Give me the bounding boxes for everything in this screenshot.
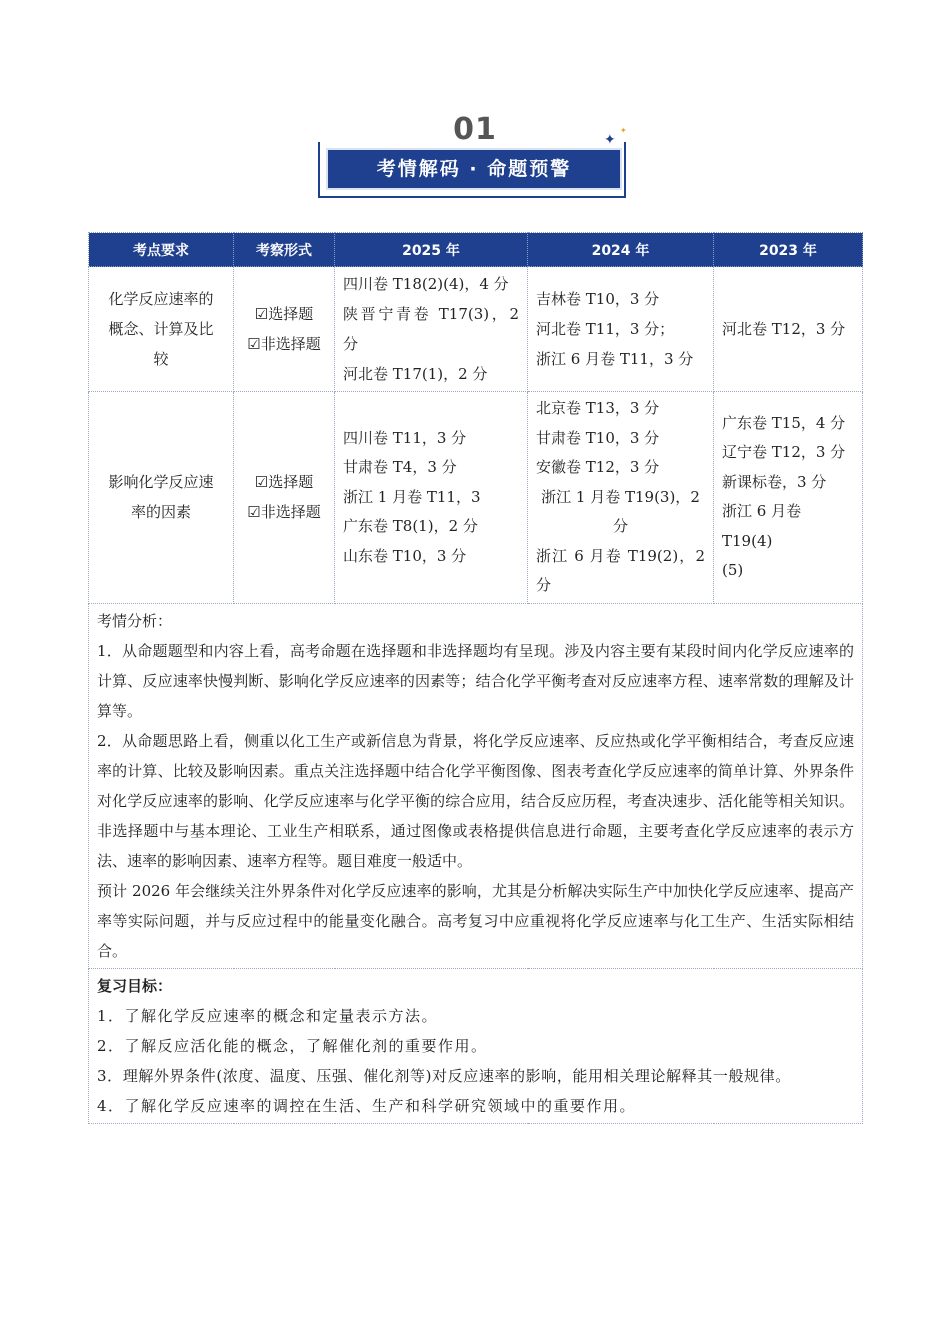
exam-entry: 分 <box>343 335 359 353</box>
exam-entry: 河北卷 T11，3 分； <box>536 320 675 338</box>
form-cell <box>234 267 335 392</box>
requirement-cell <box>89 392 234 604</box>
year-2024-cell <box>528 392 714 604</box>
analysis-paragraph-3: 预计 2026 年会继续关注外界条件对化学反应速率的影响，尤其是分析解决实际生产中加快化学反应速率、提高产率等实际问题，并与反应过程中的能量变化融合。高考复习中应重视将化学反应速率与化工生产、生活实际相结合。 <box>97 881 854 960</box>
exam-entry: 新课标卷，3 分 <box>722 472 827 491</box>
exam-entry: 北京卷 T13，3 分 <box>536 399 660 417</box>
requirement-line: 较 <box>153 350 169 368</box>
exam-entry: (5) <box>722 561 744 580</box>
exam-entry: 浙江 6 月卷 T19(4) <box>722 502 802 550</box>
year-2024-cell <box>528 267 714 392</box>
year-2025-cell <box>335 267 528 392</box>
goal-item: 3．理解外界条件(浓度、温度、压强、催化剂等)对反应速率的影响，能用相关理论解释其一般规律。 <box>97 1066 791 1085</box>
section-number: 01 <box>453 112 497 147</box>
sparkle-icon: ✦ <box>604 132 616 148</box>
exam-analysis-table <box>88 232 863 1124</box>
header-form: 考察形式 <box>234 233 335 267</box>
goals-title: 复习目标： <box>97 976 173 995</box>
table-row <box>89 267 863 392</box>
analysis-cell <box>89 603 863 968</box>
table-row <box>89 392 863 604</box>
exam-entry: 四川卷 T18(2)(4)，4 分 <box>343 275 509 293</box>
year-2023-cell <box>714 267 863 392</box>
exam-entry: 河北卷 T12，3 分 <box>722 320 846 338</box>
goal-item: 4．了解化学反应速率的调控在生活、生产和科学研究领域中的重要作用。 <box>97 1096 637 1115</box>
form-cell <box>234 392 335 604</box>
exam-entry: 辽宁卷 T12，3 分 <box>722 443 846 462</box>
form-multiple-choice: ☑选择题 <box>254 305 314 323</box>
analysis-title: 考情分析： <box>97 611 173 630</box>
exam-entry: 分 <box>612 517 628 535</box>
sparkle-small-icon: ✦ <box>620 126 627 135</box>
requirement-line: 化学反应速率的 <box>108 290 214 308</box>
goals-cell <box>89 968 863 1123</box>
exam-entry: 广东卷 T8(1)，2 分 <box>343 517 478 535</box>
requirement-line: 影响化学反应速 <box>108 473 214 492</box>
header-2025: 2025 年 <box>335 233 528 267</box>
header-requirement: 考点要求 <box>89 233 234 267</box>
section-banner <box>316 112 634 200</box>
exam-entry: 浙江 6 月卷 T11，3 分 <box>536 350 694 368</box>
goals-row <box>89 968 863 1123</box>
analysis-paragraph-1: 1．从命题题型和内容上看，高考命题在选择题和非选择题均有呈现。涉及内容主要有某段时间内化学反应速率的计算、反应速率快慢判断、影响化学反应速率的因素等；结合化学平衡考查对反应速率方程、速率常数的理解及计算等。 <box>97 641 854 720</box>
exam-entry: 安徽卷 T12，3 分 <box>536 458 660 476</box>
requirement-line: 概念、计算及比 <box>108 320 214 338</box>
form-non-multiple-choice: ☑非选择题 <box>247 503 321 522</box>
exam-entry: 甘肃卷 T10，3 分 <box>536 428 660 447</box>
header-2023: 2023 年 <box>714 233 863 267</box>
exam-entry: 广东卷 T15，4 分 <box>722 413 846 432</box>
year-2023-cell <box>714 392 863 604</box>
exam-entry: 河北卷 T17(1)，2 分 <box>343 365 488 383</box>
exam-entry: 浙江 1 月卷 T19(3)，2 <box>541 487 700 506</box>
requirement-cell <box>89 267 234 392</box>
form-multiple-choice: ☑选择题 <box>254 473 314 492</box>
exam-entry: 四川卷 T11，3 分 <box>343 428 467 447</box>
section-title: 考情解码 · 命题预警 <box>326 148 622 190</box>
header-2024: 2024 年 <box>528 233 714 267</box>
goal-item: 1．了解化学反应速率的概念和定量表示方法。 <box>97 1006 439 1025</box>
requirement-line: 率的因素 <box>130 503 191 522</box>
analysis-row <box>89 603 863 968</box>
year-2025-cell <box>335 392 528 604</box>
exam-entry: 吉林卷 T10，3 分 <box>536 290 660 308</box>
exam-entry: 山东卷 T10，3 分 <box>343 546 467 565</box>
exam-entry: 陕晋宁青卷 T17(3)，2 <box>343 305 519 323</box>
form-non-multiple-choice: ☑非选择题 <box>247 335 321 353</box>
exam-entry: 分 <box>536 576 552 594</box>
table-header-row <box>89 233 863 267</box>
exam-entry: 浙江 6 月卷 T19(2)，2 <box>536 546 705 565</box>
exam-entry: 浙江 1 月卷 T11，3 <box>343 487 481 506</box>
exam-entry: 甘肃卷 T4，3 分 <box>343 458 457 476</box>
goal-item: 2．了解反应活化能的概念，了解催化剂的重要作用。 <box>97 1036 488 1055</box>
analysis-paragraph-2: 2．从命题思路上看，侧重以化工生产或新信息为背景，将化学反应速率、反应热或化学平衡相结合，考查反应速率的计算、比较及影响因素。重点关注选择题中结合化学平衡图像、图表考查化学反应速率的简单计算、外界条件对化学反应速率的影响、化学反应速率与化学平衡的综合应用，结合反应历程，考查决速步、活化能等相关知识。非选择题中与基本理论、工业生产相联系，通过图像或表格提供信息进行命题，主要考查化学反应速率的表示方法、速率的影响因素、速率方程等。题目难度一般适中。 <box>97 731 854 870</box>
